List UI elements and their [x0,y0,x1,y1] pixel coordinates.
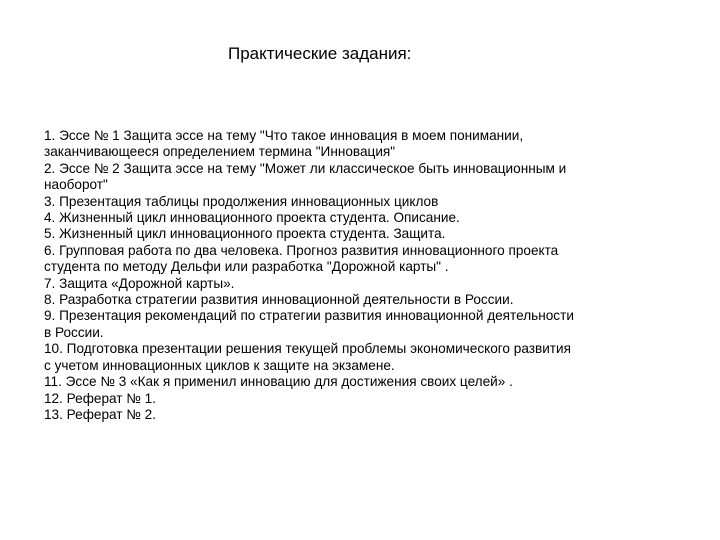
task-item-11 [44,374,694,390]
task-line: заканчивающееся определением термина "Инновация" [44,144,396,160]
task-line: 2. Эссе № 2 Защита эссе на тему "Может ли классическое быть инновационным и [44,160,567,176]
task-item-12 [44,391,694,407]
task-item-4 [44,210,694,226]
task-line: 1. Эссе № 1 Защита эссе на тему "Что такое инновация в моем понимании, [44,128,524,143]
task-item-2 [44,161,694,194]
slide-title: Практические задания: [228,44,412,63]
task-line: 9. Презентация рекомендаций по стратегии развития инновационной деятельности [44,308,574,324]
task-item-1 [44,128,694,161]
task-item-7 [44,276,694,292]
task-item-3 [44,194,694,210]
task-line: 11. Эссе № 3 «Как я применил инновацию для достижения своих целей» . [44,374,513,390]
task-line: наоборот" [44,177,108,193]
task-item-8 [44,292,694,308]
task-line: 8. Разработка стратегии развития инновационной деятельности в России. [44,292,514,308]
task-line: с учетом инновационных циклов к защите на экзамене. [44,357,395,373]
task-line: 7. Защита «Дорожной карты». [44,275,235,291]
task-line: студента по методу Дельфи или разработка "Дорожной карты" . [44,259,449,275]
task-list [44,128,694,423]
task-line: 12. Реферат № 1. [44,390,156,406]
task-line: в России. [44,324,104,340]
task-item-5 [44,226,694,242]
task-line: 10. Подготовка презентации решения текущей проблемы экономического развития [44,341,571,357]
task-line: 3. Презентация таблицы продолжения инновационных циклов [44,193,439,209]
task-line: 5. Жизненный цикл инновационного проекта студента. Защита. [44,226,446,242]
task-line: 4. Жизненный цикл инновационного проекта студента. Описание. [44,210,460,226]
task-item-6 [44,243,694,276]
task-line: 6. Групповая работа по два человека. Прогноз развития инновационного проекта [44,242,559,258]
task-item-13 [44,407,694,423]
task-item-9 [44,308,694,341]
task-line: 13. Реферат № 2. [44,406,156,422]
task-item-10 [44,341,694,374]
